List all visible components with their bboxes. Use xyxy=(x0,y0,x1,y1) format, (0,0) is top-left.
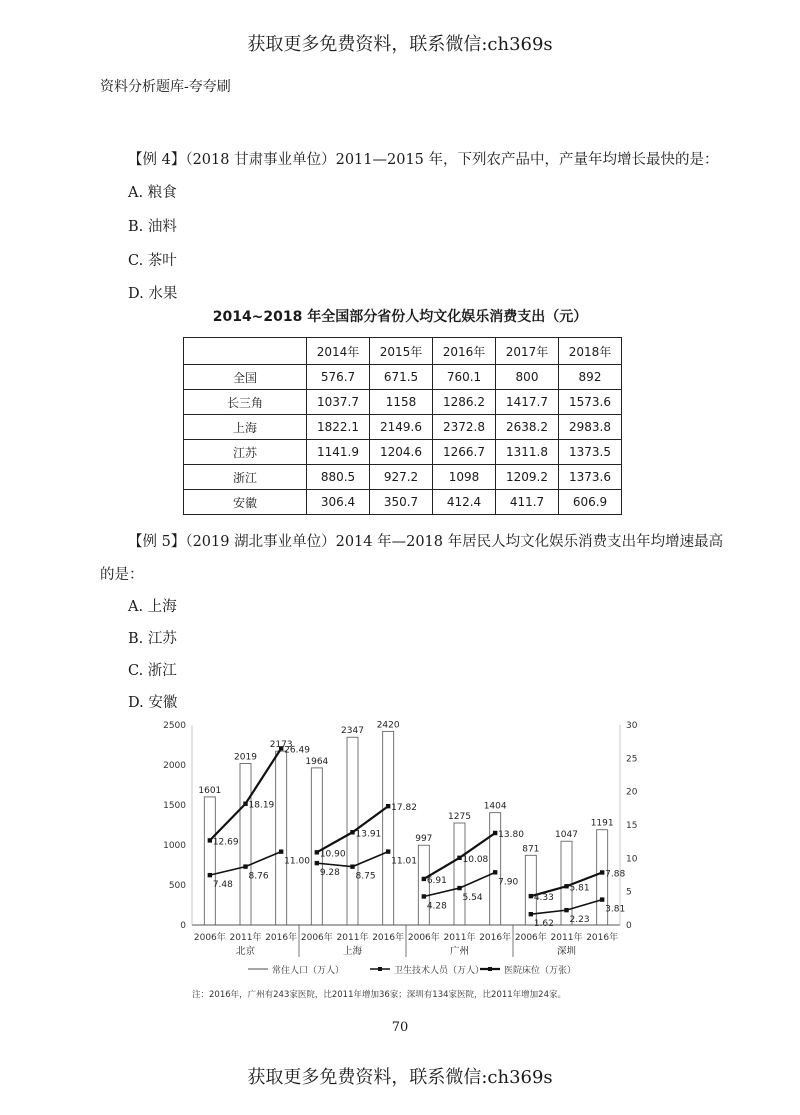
table-cell: 浙江 xyxy=(184,465,307,490)
combo-chart xyxy=(150,712,650,1002)
table-cell: 2372.8 xyxy=(433,415,496,440)
line-marker xyxy=(422,894,426,898)
table-cell: 全国 xyxy=(184,365,307,390)
bar-value-label: 1404 xyxy=(483,801,507,812)
table-row xyxy=(184,365,622,390)
page-footer-watermark: 获取更多免费资料，联系微信:ch369s xyxy=(247,1067,553,1088)
line-value-label: 3.81 xyxy=(605,904,626,915)
table-cell: 412.4 xyxy=(433,490,496,515)
table-cell: 2983.8 xyxy=(559,415,622,440)
line-marker xyxy=(243,864,247,868)
table-cell: 606.9 xyxy=(559,490,622,515)
table-cell: 1141.9 xyxy=(307,440,370,465)
bar-value-label: 1047 xyxy=(555,830,578,841)
table-cell: 880.5 xyxy=(307,465,370,490)
line-marker xyxy=(315,850,319,854)
x-tick-label: 2016年 xyxy=(265,933,298,943)
bar-value-label: 2019 xyxy=(234,752,257,763)
table-cell: 1158 xyxy=(370,390,433,415)
table-header-cell: 2017年 xyxy=(496,338,559,365)
page-number: 70 xyxy=(391,1020,409,1035)
line-marker xyxy=(600,870,604,874)
x-tick-label: 2011年 xyxy=(229,933,262,943)
table-cell: 1822.1 xyxy=(307,415,370,440)
x-group-label: 北京 xyxy=(235,946,256,957)
q5-option-c: C. 浙江 xyxy=(128,663,177,679)
table-cell: 1573.6 xyxy=(559,390,622,415)
x-tick-label: 2006年 xyxy=(300,933,333,943)
table-cell: 上海 xyxy=(184,415,307,440)
line-value-label: 18.19 xyxy=(248,800,275,811)
y-right-tick-label: 5 xyxy=(626,887,632,898)
x-tick-label: 2006年 xyxy=(407,933,440,943)
line-marker xyxy=(386,804,390,808)
line-marker xyxy=(457,886,461,890)
table-cell: 1373.6 xyxy=(559,465,622,490)
legend-label: 卫生技术人员（万人） xyxy=(394,966,485,976)
table-cell: 1037.7 xyxy=(307,390,370,415)
y-left-tick-label: 500 xyxy=(168,881,186,891)
table-cell: 350.7 xyxy=(370,490,433,515)
chart-note: 注：2016年，广州有243家医院，比2011年增加36家；深圳有134家医院，比2011年增加24家。 xyxy=(192,990,566,1000)
line-marker xyxy=(529,894,533,898)
line-value-label: 13.80 xyxy=(498,830,524,840)
bar-value-label: 2347 xyxy=(341,726,364,737)
bar xyxy=(276,751,287,925)
table-header-row xyxy=(184,338,622,365)
bar-value-label: 1191 xyxy=(590,818,614,829)
line-value-label: 6.91 xyxy=(426,875,447,886)
q4-option-c: C. 茶叶 xyxy=(128,253,177,269)
legend-label: 常住人口（万人） xyxy=(272,966,345,976)
line-marker xyxy=(208,838,212,842)
line-value-label: 5.81 xyxy=(569,883,590,894)
table-cell: 306.4 xyxy=(307,490,370,515)
table-cell: 892 xyxy=(559,365,622,390)
x-tick-label: 2016年 xyxy=(479,933,512,943)
table-header-cell: 2018年 xyxy=(559,338,622,365)
table-title: 2014~2018 年全国部分省份人均文化娱乐消费支出（元） xyxy=(212,309,588,325)
x-group-label: 广州 xyxy=(449,946,470,957)
table-header-cell: 2015年 xyxy=(370,338,433,365)
x-group-label: 上海 xyxy=(342,946,363,957)
y-right-tick-label: 25 xyxy=(626,754,638,765)
q4-option-a: A. 粮食 xyxy=(128,185,177,201)
line-value-label: 5.54 xyxy=(462,893,483,904)
bar-value-label: 2420 xyxy=(376,720,400,731)
line-marker xyxy=(422,877,426,881)
q5-option-b: B. 江苏 xyxy=(128,631,177,647)
table-cell: 1373.5 xyxy=(559,440,622,465)
line-marker xyxy=(386,849,390,853)
x-tick-label: 2006年 xyxy=(193,933,226,943)
page-header-watermark: 获取更多免费资料，联系微信:ch369s xyxy=(247,34,553,55)
bar-value-label: 1601 xyxy=(198,785,222,796)
line-value-label: 1.62 xyxy=(533,919,554,930)
bar-value-label: 1275 xyxy=(448,812,471,822)
y-left-tick-label: 1000 xyxy=(163,841,186,851)
bar xyxy=(383,731,394,925)
line-marker xyxy=(279,849,283,853)
table-cell: 671.5 xyxy=(370,365,433,390)
question-4-text: 【例 4】（2018 甘肃事业单位）2011—2015 年，下列农产品中，产量年均增长最快的是： xyxy=(128,152,719,168)
bar-value-label: 1964 xyxy=(305,756,329,767)
table-cell: 576.7 xyxy=(307,365,370,390)
y-right-tick-label: 10 xyxy=(626,854,638,865)
line-marker xyxy=(529,912,533,916)
bar-value-label: 871 xyxy=(522,844,540,855)
question-5-text: 【例 5】（2019 湖北事业单位）2014 年—2018 年居民人均文化娱乐消费支出年均增速最高 xyxy=(128,534,724,550)
line-marker xyxy=(350,864,354,868)
table-row xyxy=(184,490,622,515)
legend-label: 医院床位（万张） xyxy=(504,966,577,976)
table-cell: 927.2 xyxy=(370,465,433,490)
line-value-label: 8.76 xyxy=(248,871,269,882)
x-tick-label: 2011年 xyxy=(550,933,583,943)
y-left-tick-label: 0 xyxy=(180,921,186,931)
table-header-cell: 2014年 xyxy=(307,338,370,365)
table-cell: 2149.6 xyxy=(370,415,433,440)
line-marker xyxy=(457,856,461,860)
line-marker xyxy=(208,873,212,877)
table-row xyxy=(184,415,622,440)
line-value-label: 11.00 xyxy=(284,856,310,867)
table-header-cell xyxy=(184,338,307,365)
legend-line-marker xyxy=(378,967,382,971)
table-cell: 安徽 xyxy=(184,490,307,515)
bar xyxy=(311,768,322,925)
table-cell: 2638.2 xyxy=(496,415,559,440)
line-value-label: 26.49 xyxy=(284,745,310,756)
table-cell: 411.7 xyxy=(496,490,559,515)
table-cell: 长三角 xyxy=(184,390,307,415)
table-row xyxy=(184,440,622,465)
table-cell: 760.1 xyxy=(433,365,496,390)
y-right-tick-label: 30 xyxy=(626,721,638,731)
x-tick-label: 2011年 xyxy=(336,933,369,943)
line-value-label: 10.08 xyxy=(462,854,489,865)
q4-option-b: B. 油料 xyxy=(128,219,177,235)
q4-option-d: D. 水果 xyxy=(128,286,178,302)
line-marker xyxy=(493,870,497,874)
x-tick-label: 2006年 xyxy=(514,933,547,943)
bar xyxy=(454,823,465,925)
x-tick-label: 2016年 xyxy=(586,933,619,943)
line-value-label: 17.82 xyxy=(391,803,417,814)
document-subtitle: 资料分析题库-夸夸刷 xyxy=(100,79,231,95)
line-value-label: 11.01 xyxy=(391,856,417,867)
x-group-label: 深圳 xyxy=(556,946,577,957)
line-marker xyxy=(243,802,247,806)
line-value-label: 8.75 xyxy=(355,871,376,882)
line-marker xyxy=(564,884,568,888)
table-cell: 1311.8 xyxy=(496,440,559,465)
y-left-tick-label: 1500 xyxy=(163,801,186,811)
line-value-label: 10.90 xyxy=(319,849,346,860)
y-right-tick-label: 20 xyxy=(626,787,638,798)
table-cell: 1204.6 xyxy=(370,440,433,465)
line-value-label: 13.91 xyxy=(355,829,382,840)
bar-value-label: 997 xyxy=(415,834,433,845)
table-cell: 江苏 xyxy=(184,440,307,465)
q5-option-a: A. 上海 xyxy=(128,599,177,615)
table-header-cell: 2016年 xyxy=(433,338,496,365)
question-5-text-cont: 的是： xyxy=(100,567,144,583)
table-row xyxy=(184,390,622,415)
table-cell: 1286.2 xyxy=(433,390,496,415)
line-marker xyxy=(493,831,497,835)
line-value-label: 7.48 xyxy=(212,880,233,891)
table-cell: 1098 xyxy=(433,465,496,490)
q5-option-d: D. 安徽 xyxy=(128,695,178,711)
line-marker xyxy=(564,908,568,912)
line-value-label: 7.88 xyxy=(605,869,626,880)
table-cell: 1266.7 xyxy=(433,440,496,465)
line-value-label: 2.23 xyxy=(569,915,590,926)
line-marker xyxy=(350,830,354,834)
line-marker xyxy=(600,897,604,901)
bar xyxy=(204,797,215,925)
line-value-label: 4.33 xyxy=(533,893,554,904)
table-cell: 1417.7 xyxy=(496,390,559,415)
line-value-label: 7.90 xyxy=(498,877,519,888)
x-tick-label: 2016年 xyxy=(372,933,405,943)
line-value-label: 4.28 xyxy=(426,901,447,912)
table-cell: 800 xyxy=(496,365,559,390)
x-tick-label: 2011年 xyxy=(443,933,476,943)
line-value-label: 12.69 xyxy=(212,837,239,848)
y-right-tick-label: 15 xyxy=(626,821,638,831)
chart-legend xyxy=(248,964,576,976)
line-marker xyxy=(315,861,319,865)
line-value-label: 9.28 xyxy=(319,868,340,879)
table-row xyxy=(184,465,622,490)
legend-line-marker xyxy=(488,967,492,971)
bar-value-label: 2173 xyxy=(269,740,293,751)
y-right-tick-label: 0 xyxy=(626,921,632,931)
y-left-tick-label: 2000 xyxy=(163,761,186,771)
consumption-table xyxy=(183,337,622,515)
bar xyxy=(240,763,251,925)
y-left-tick-label: 2500 xyxy=(163,721,186,731)
table-cell: 1209.2 xyxy=(496,465,559,490)
